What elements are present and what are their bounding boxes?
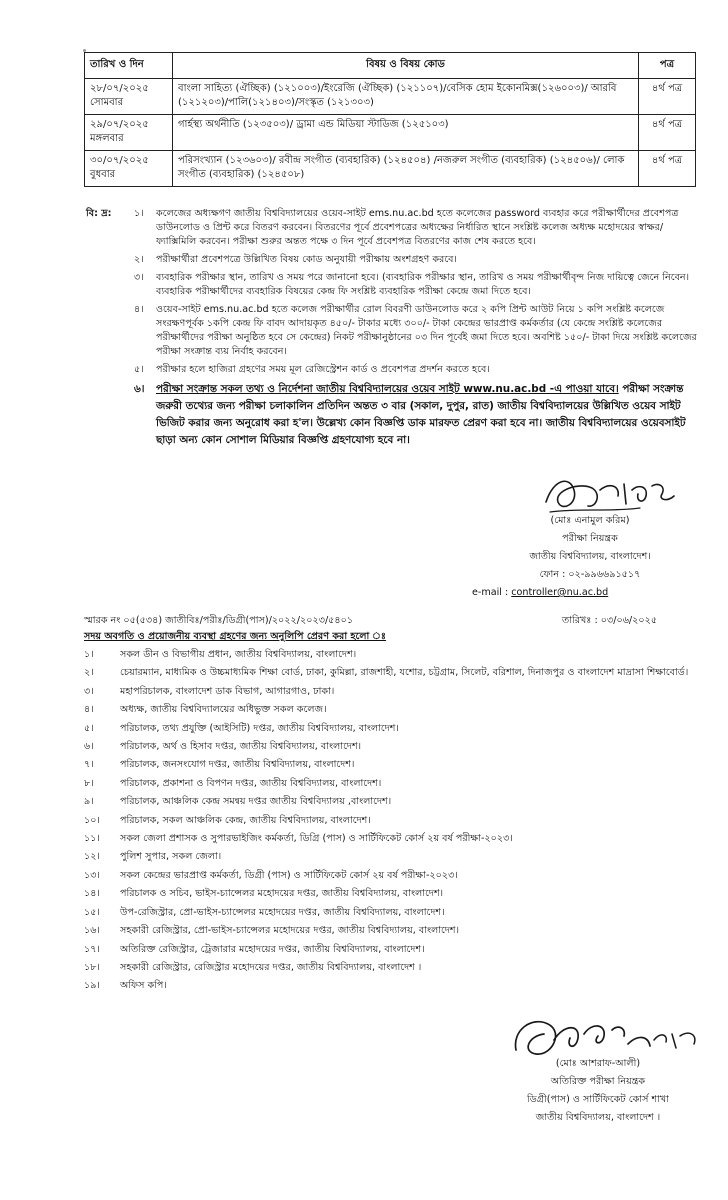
item-number: ৭।: [84, 759, 94, 771]
signatory-name: (মোঃ এনামুল করিম): [550, 515, 630, 526]
subject-cell: গার্হস্থ্য অর্থনীতি (১২৩৫০৩)/ ড্রামা এন্ড মিডিয়া স্টাডিজ (১২৫১০৩): [173, 114, 639, 150]
note-number: ২।: [134, 254, 144, 265]
list-item: [84, 720, 704, 738]
item-number: ৮।: [84, 777, 94, 789]
exam-day: বুধবার: [90, 169, 116, 180]
item-number: ১৮।: [84, 961, 100, 973]
item-number: ১৯।: [84, 980, 100, 992]
email-link[interactable]: controller@nu.ac.bd: [511, 587, 609, 598]
note-text: ব্যবহারিক পরীক্ষার স্থান, তারিখ ও সময় পরে জানানো হবে। (ব্যবহারিক পরীক্ষার স্থান, তারিখ ও সময় পরীক্ষার্থীবৃন্দ নিজ দায়িত্বে জেনে নিবেন। ব্যবহারিক পরীক্ষার্থীদের ব্যবহারিক বিষয়ের কেন্দ্র ফি সংশ্লিষ্ট ব্যবহারিক পরীক্ষা কেন্দ্রে জমা দিতে হবে।: [156, 272, 690, 297]
list-item: [84, 756, 704, 774]
note-number: ৬।: [134, 383, 145, 395]
note-item: [86, 207, 698, 249]
item-text: উপ-রেজিস্ট্রার, প্রো-ভাইস-চ্যান্সেলর মহোদয়ের দপ্তর, জাতীয় বিশ্ববিদ্যালয়, বাংলাদেশ।: [120, 906, 445, 918]
note-item: [86, 271, 698, 299]
exam-day: সোমবার: [90, 97, 124, 108]
note-underlined-text: পরীক্ষা সংক্রান্ত সকল তথ্য ও নির্দেশনা জাতীয় বিশ্ববিদ্যালয়ের ওয়েব সাইট www.nu.ac.bd -এ পাওয়া যাবে।: [156, 383, 619, 395]
table-row: [85, 114, 696, 150]
list-item: [84, 941, 704, 959]
paper-cell: ৪র্থ পত্র: [639, 114, 696, 150]
list-item: [84, 646, 704, 664]
item-number: ৬।: [84, 741, 94, 753]
item-number: ১৫।: [84, 906, 100, 918]
memo-reference: স্মারক নং ০৫(৫৩৪) জাতীবিঃ/পরীঃ/ডিগ্রী(পাস)/২০২২/২০২৩/৫৪০১: [84, 615, 354, 626]
signatory-phone: ফোন : ০২-৯৯৬৬৯১৫১৭: [539, 569, 641, 580]
signatory-name: (মোঃ আশরাফ-আলী): [555, 1058, 641, 1069]
item-text: পরিচালক, জনসংযোগ দপ্তর, জাতীয় বিশ্ববিদ্যালয়, বাংলাদেশ।: [120, 759, 355, 771]
recipient-list: [84, 646, 704, 996]
item-number: ২।: [84, 667, 94, 679]
subject-cell: পরিসংখ্যান (১২৩৬০৩)/ রবীন্দ্র সংগীত (ব্যবহারিক) (১২৪৫০৪) /নজরুল সংগীত (ব্যবহারিক) (১২৪৫০৬)/ লোক সংগীত (ব্যবহারিক) (১২৪৫০৮): [173, 150, 639, 186]
notes-section: [86, 207, 698, 453]
exam-date: ২৮/০৭/২০২৫: [90, 82, 149, 94]
list-item: [84, 904, 704, 922]
list-item: [84, 848, 704, 866]
item-text: পরিচালক, আঞ্চলিক কেন্দ্র সমন্বয় দপ্তর জাতীয় বিশ্ববিদ্যালয় ,বাংলাদেশ।: [120, 796, 392, 808]
item-number: ৫।: [84, 722, 94, 734]
signatory-email-row: [470, 584, 710, 602]
exam-schedule-table: [84, 52, 696, 187]
item-number: ১।: [84, 649, 94, 660]
list-item: [84, 922, 704, 940]
note-text: পরীক্ষার্থীরা প্রবেশপত্রে উল্লিখিত বিষয় কোড অনুযায়ী পরীক্ষায় অংশগ্রহণ করবে।: [156, 254, 457, 265]
note-text: পরীক্ষার হলে হাজিরা গ্রহণের সময় মূল রেজিস্ট্রেশন কার্ড ও প্রবেশপত্র প্রদর্শন করতে হবে।: [156, 364, 490, 375]
note-number: ৩।: [134, 272, 144, 283]
note-number: ১।: [134, 208, 144, 219]
signatory-title: পরীক্ষা নিয়ন্ত্রক: [562, 533, 618, 544]
item-text: পুলিশ সুপার, সকল জেলা।: [120, 851, 222, 863]
list-item: [84, 812, 704, 830]
item-number: ১১।: [84, 833, 100, 845]
list-item: [84, 775, 704, 793]
table-row: [85, 78, 696, 114]
item-number: ৪।: [84, 704, 94, 716]
memo-date: তারিখঃ : ০৩/০৬/২০২৫: [562, 615, 658, 626]
header-paper: পত্র: [639, 53, 696, 79]
note-item: [86, 253, 698, 267]
exam-date: ২৯/০৭/২০২৫: [90, 118, 149, 130]
item-text: অধ্যক্ষ, জাতীয় বিশ্ববিদ্যালয়ের অধিভুক্ত সকল কলেজ।: [120, 704, 327, 716]
item-number: ১৭।: [84, 943, 100, 955]
exam-day: মঙ্গলবার: [90, 133, 124, 144]
note-number: ৪।: [134, 304, 144, 315]
item-number: ৩।: [84, 685, 94, 697]
exam-date: ৩০/০৭/২০২৫: [90, 154, 149, 166]
signatory-org: জাতীয় বিশ্ববিদ্যালয়, বাংলাদেশ ।: [535, 1112, 661, 1123]
item-text: সকল জেলা প্রশাসক ও সুপারভাইজিং কর্মকর্তা, ডিগ্রি (পাস) ও সার্টিফিকেট কোর্স ২য় বর্ষ পরীক্ষা-২০২৩।: [120, 833, 513, 845]
item-text: পরিচালক, সকল আঞ্চলিক কেন্দ্র, জাতীয় বিশ্ববিদ্যালয়, বাংলাদেশ।: [120, 814, 371, 826]
note-item: [86, 303, 698, 359]
controller-signature-block: [470, 476, 710, 602]
email-label: e-mail :: [472, 587, 512, 598]
list-item: [84, 830, 704, 848]
header-subject-code: বিষয় ও বিষয় কোড: [173, 53, 639, 79]
signatory-title: অতিরিক্ত পরীক্ষা নিয়ন্ত্রক: [550, 1076, 646, 1087]
header-date-day: তারিখ ও দিন: [85, 53, 173, 79]
subject-cell: বাংলা সাহিত্য (ঐচ্ছিক) (১২১০০৩)/ইংরেজি (ঐচ্ছিক) (১২১১০৭)/বেসিক হোম ইকোনমিক্স(১২৬০০৩)/ আরবি (১২১২০৩)/পালি(১২১৪০৩)/সংস্কৃত (১২১৩০৩): [173, 78, 639, 114]
table-header-row: [85, 53, 696, 79]
additional-controller-signature-block: [488, 1055, 708, 1127]
list-item: [84, 867, 704, 885]
list-item: [84, 793, 704, 811]
note-item: [86, 363, 698, 377]
item-number: ১২।: [84, 851, 100, 863]
item-text: পরিচালক, প্রকাশনা ও বিপণন দপ্তর, জাতীয় বিশ্ববিদ্যালয়, বাংলাদেশ।: [120, 777, 382, 789]
item-text: চেয়ারম্যান, মাধ্যমিক ও উচ্চমাধ্যমিক শিক্ষা বোর্ড, ঢাকা, কুমিল্লা, রাজশাহী, যশোর, চট্টগ্রাম, সিলেট, বরিশাল, দিনাজপুর ও বাংলাদেশ মাদ্রাসা শিক্ষাবোর্ড।: [120, 667, 689, 679]
list-item: [84, 701, 704, 719]
item-text: মহাপরিচালক, বাংলাদেশ ডাক বিভাগ, আগারগাও, ঢাকা।: [120, 685, 335, 697]
list-item: [84, 664, 704, 682]
paper-cell: ৪র্থ পত্র: [639, 150, 696, 186]
list-item: [84, 885, 704, 903]
item-number: ১৪।: [84, 888, 100, 900]
item-text: সহকারী রেজিস্ট্রার, রেজিস্ট্রার মহোদয়ের দপ্তর, জাতীয় বিশ্ববিদ্যালয়, বাংলাদেশ ।: [120, 961, 422, 973]
item-text: পরিচালক ও সচিব, ভাইস-চ্যান্সেলর মহোদয়ের দপ্তর, জাতীয় বিশ্ববিদ্যালয়, বাংলাদেশ।: [120, 888, 444, 900]
item-number: ১০।: [84, 814, 100, 826]
signatory-dept: ডিগ্রী(পাস) ও সার্টিফিকেট কোর্স শাখা: [526, 1094, 670, 1105]
item-text: অফিস কপি।: [120, 980, 167, 992]
item-text: সকল ডীন ও বিভাগীয় প্রধান, জাতীয় বিশ্ববিদ্যালয়, বাংলাদেশ।: [120, 649, 357, 660]
list-item: [84, 959, 704, 977]
date-cell: [85, 150, 173, 186]
item-text: পরিচালক, তথ্য প্রযুক্তি (আইসিটি) দপ্তর, জাতীয় বিশ্ববিদ্যালয়, বাংলাদেশ।: [120, 722, 399, 734]
signatory-org: জাতীয় বিশ্ববিদ্যালয়, বাংলাদেশ।: [529, 551, 651, 562]
note-text: কলেজের অধ্যক্ষগণ জাতীয় বিশ্ববিদ্যালয়ের ওয়েব-সাইট ems.nu.ac.bd হতে কলেজের password ব্যবহার করে পরীক্ষার্থীদের প্রবেশপত্র ডাউনলোড ও প্রিন্ট করে বিতরণ করবেন। বিতরণের পূর্বে প্রবেশপত্রের অধ্যক্ষের নির্ধারিত স্থানে সংশ্লিষ্ট কলেজ অধ্যক্ষ মহোদয়ের স্বাক্ষর/ফ্যাক্সিমিলি করবেন। পরীক্ষা শুরুর অন্তত পক্ষে ৩ দিন পূর্বে প্রবেশপত্র বিতরণের কাজ শেষ করতে হবে।: [156, 208, 679, 247]
item-text: অতিরিক্ত রেজিস্ট্রার, ট্রেজারার মহোদয়ের দপ্তর, জাতীয় বিশ্ববিদ্যালয়, বাংলাদেশ।: [120, 943, 425, 955]
item-number: ১৩।: [84, 869, 100, 881]
note-text: পরীক্ষা সংক্রান্ত জরুরী তথ্যের জন্য পরীক্ষা চলাকালিন প্রতিদিন অন্তত ৩ বার (সকাল, দুপুর, রাত) জাতীয় বিশ্ববিদ্যালয়ের উল্লিখিত ওয়েব সাইট ভিজিট করার জন্য অনুরোধ করা হ'ল। উল্লেখ্য কোন বিজ্ঞপ্তি ডাক মারফত প্রেরণ করা হবে না। জাতীয় বিশ্ববিদ্যালয়ের ওয়েবসাইট ছাড়া অন্য কোন সোশাল মিডিয়ার বিজ্ঞপ্তি গ্রহণযোগ্য হবে না।: [156, 383, 686, 446]
item-number: ৯।: [84, 796, 94, 808]
list-item: [84, 738, 704, 756]
paper-cell: ৪র্থ পত্র: [639, 78, 696, 114]
memo-subject: সদয় অবগতি ও প্রয়োজনীয় ব্যবস্থা গ্রহণের জন্য অনুলিপি প্রেরণ করা হলো ঃ: [84, 631, 387, 642]
table-row: [85, 150, 696, 186]
note-number: ৫।: [134, 364, 144, 375]
notes-label: বি: দ্র:: [86, 208, 112, 219]
list-item: [84, 683, 704, 701]
note-item-important: [86, 381, 698, 449]
item-text: সকল কেন্দ্রের ভারপ্রাপ্ত কর্মকর্তা, ডিগ্রী (পাস) ও সার্টিফিকেট কোর্স ২য় বর্ষ পরীক্ষা-২০২৩।: [120, 869, 458, 881]
item-number: ১৬।: [84, 925, 100, 937]
item-text: পরিচালক, অর্থ ও হিসাব দপ্তর, জাতীয় বিশ্ববিদ্যালয়, বাংলাদেশ।: [120, 741, 362, 753]
note-text: ওয়েব-সাইট ems.nu.ac.bd হতে কলেজ পরীক্ষার্থীর রোল বিবরণী ডাউনলোড করে ২ কপি প্রিন্ট আউট নিয়ে ১ কপি সংশ্লিষ্ট কলেজে সংরক্ষণপূর্বক ১কপি কেন্দ্র ফি বাবদ আদায়কৃত ৪৫০/- টাকার মধ্যে ৩০০/- টাকা কেন্দ্রের ভারপ্রাপ্ত কর্মকর্তার (যে কেন্দ্রে সংশ্লিষ্ট কলেজের পরীক্ষার্থীদের পরীক্ষা অনুষ্ঠিত হবে সে কেন্দ্রের) নিকট পরীক্ষানুষ্ঠানের ০৩ দিন পূর্বেই জমা দিতে হবে। অবশিষ্ট ১৫০/- টাকা দিয়ে সংশ্লিষ্ট কলেজের পরীক্ষা সংক্রান্ত ব্যয় নির্বাহ করবেন।: [156, 304, 697, 357]
date-cell: [85, 78, 173, 114]
list-item: [84, 977, 704, 995]
item-text: সহকারী রেজিস্ট্রার, প্রো-ভাইস-চ্যান্সেলর মহোদয়ের দপ্তর, জাতীয় বিশ্ববিদ্যালয়, বাংলাদেশ।: [120, 925, 460, 937]
date-cell: [85, 114, 173, 150]
